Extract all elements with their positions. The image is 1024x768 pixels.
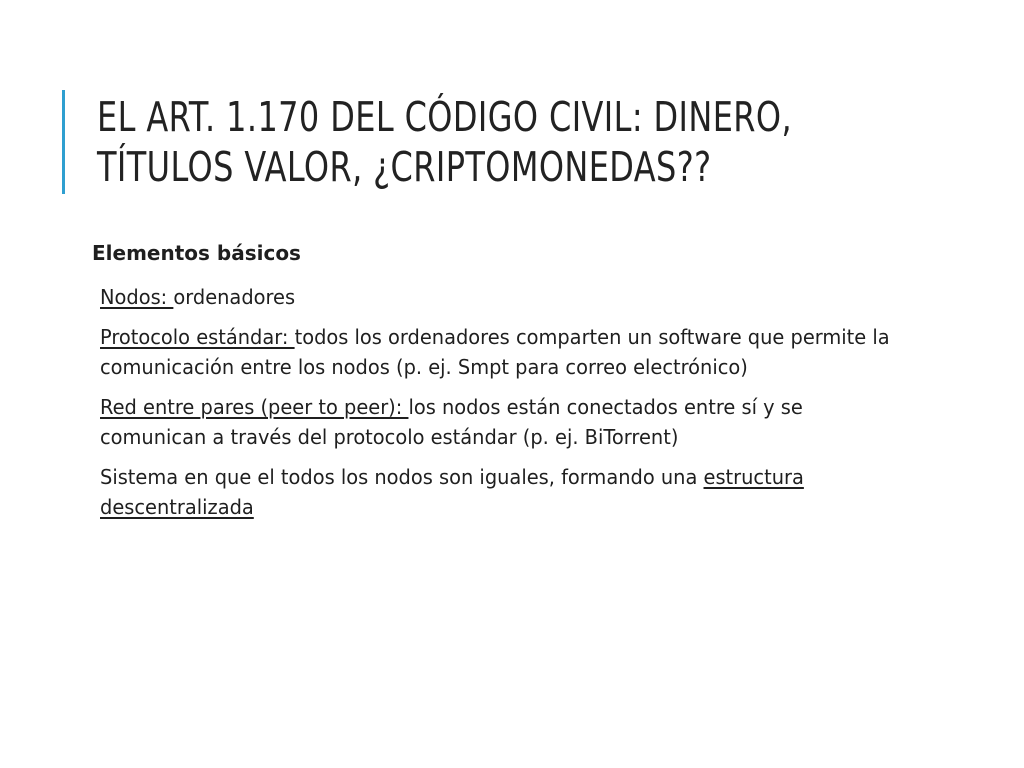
term-red-p2p: Red entre pares (peer to peer): xyxy=(100,395,409,419)
closing-text: Sistema en que el todos los nodos son iguales, formando una xyxy=(100,465,704,489)
term-nodos: Nodos: xyxy=(100,285,174,309)
closing-statement xyxy=(100,462,893,522)
list-item-protocolo xyxy=(100,322,893,382)
term-protocolo: Protocolo estándar: xyxy=(100,325,295,349)
title-accent-bar xyxy=(62,90,65,194)
list-item-red-p2p xyxy=(100,392,893,452)
slide-title-line-2: TÍTULOS VALOR, ¿CRIPTOMONEDAS?? xyxy=(97,143,712,191)
definition-red-p2p: los nodos están conectados entre sí y se comunican a través del protocolo estándar (p. ej. BiTorrent) xyxy=(100,395,803,449)
section-heading: Elementos básicos xyxy=(92,241,301,265)
slide-title-line-1: EL ART. 1.170 DEL CÓDIGO CIVIL: DINERO, xyxy=(97,93,793,141)
closing-underlined: estructura descentralizada xyxy=(100,465,804,519)
list-item-nodos xyxy=(100,282,893,312)
definition-nodos: ordenadores xyxy=(173,285,296,309)
slide-body xyxy=(88,236,918,532)
slide-title xyxy=(97,92,793,192)
definition-protocolo: todos los ordenadores comparten un software que permite la comunicación entre los nodos (p. ej. Smpt para correo electrónico) xyxy=(100,325,890,379)
